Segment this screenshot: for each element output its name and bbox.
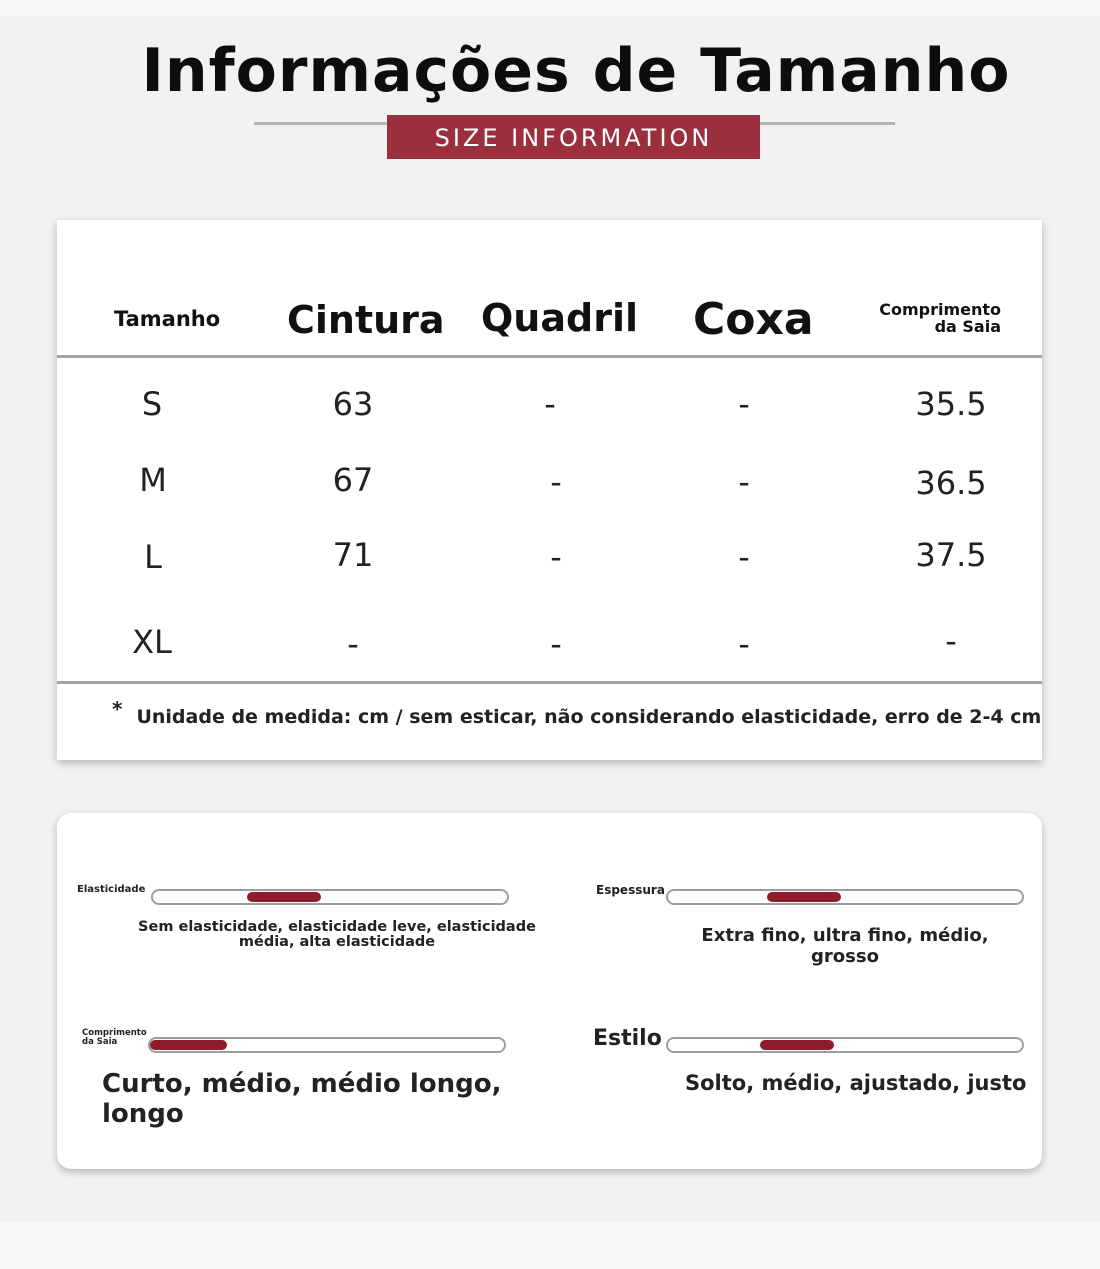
table-cell-hip: - xyxy=(550,463,562,501)
table-cell-waist: 63 xyxy=(332,385,374,423)
table-cell-waist: - xyxy=(347,625,359,663)
title-divider-right xyxy=(759,122,895,125)
table-cell-thigh: - xyxy=(738,463,750,501)
column-header-skirt-length-line1: Comprimento xyxy=(879,300,1001,319)
size-table-card xyxy=(57,220,1042,760)
measurement-note xyxy=(112,697,1042,728)
style-indicator xyxy=(760,1040,834,1050)
table-cell-hip: - xyxy=(550,538,562,576)
style-label: Estilo xyxy=(593,1026,662,1051)
skirt-length-scale xyxy=(148,1037,506,1053)
skirt-length-options: Curto, médio, médio longo, longo xyxy=(102,1069,502,1129)
fabric-attributes-card xyxy=(57,813,1042,1169)
skirt-length-label xyxy=(82,1029,147,1047)
elasticity-scale xyxy=(151,889,509,905)
table-cell-skirt-length: 37.5 xyxy=(915,536,987,574)
thickness-label: Espessura xyxy=(596,883,665,897)
table-cell-skirt-length: - xyxy=(945,622,957,660)
skirt-length-label-line2: da Saia xyxy=(82,1037,118,1047)
page-title: Informações de Tamanho xyxy=(141,36,1011,106)
top-border-strip xyxy=(0,0,1100,16)
table-cell-thigh: - xyxy=(738,625,750,663)
column-header-size: Tamanho xyxy=(114,307,221,331)
table-footer-rule xyxy=(57,681,1042,684)
table-cell-size: XL xyxy=(132,623,172,661)
skirt-length-label-line1: Comprimento xyxy=(82,1028,147,1038)
subtitle-banner: SIZE INFORMATION xyxy=(387,115,760,159)
thickness-indicator xyxy=(767,892,841,902)
table-cell-size: M xyxy=(139,461,167,499)
table-cell-waist: 67 xyxy=(332,461,374,499)
thickness-options: Extra fino, ultra fino, médio, grosso xyxy=(701,925,989,967)
bottom-border-strip xyxy=(0,1222,1100,1269)
thickness-scale xyxy=(666,889,1024,905)
style-scale xyxy=(666,1037,1024,1053)
column-header-skirt-length xyxy=(879,301,1001,335)
skirt-length-indicator xyxy=(150,1040,227,1050)
note-text: Unidade de medida: cm / sem esticar, não considerando elasticidade, erro de 2-4 cm xyxy=(136,706,1042,728)
table-cell-skirt-length: 35.5 xyxy=(915,385,987,423)
note-marker: * xyxy=(112,697,123,721)
column-header-skirt-length-line2: da Saia xyxy=(934,317,1001,336)
title-divider-left xyxy=(254,122,388,125)
table-cell-thigh: - xyxy=(738,538,750,576)
table-cell-skirt-length: 36.5 xyxy=(915,464,987,502)
column-header-waist: Cintura xyxy=(287,298,445,342)
style-options: Solto, médio, ajustado, justo xyxy=(685,1071,1027,1095)
table-cell-thigh: - xyxy=(738,385,750,423)
table-cell-size: L xyxy=(144,538,162,576)
table-header-rule xyxy=(57,355,1042,358)
column-header-thigh: Coxa xyxy=(693,294,814,345)
elasticity-indicator xyxy=(247,892,321,902)
elasticity-options: Sem elasticidade, elasticidade leve, elasticidade média, alta elasticidade xyxy=(138,919,536,950)
column-header-hip: Quadril xyxy=(481,296,638,340)
table-cell-hip: - xyxy=(550,625,562,663)
table-cell-hip: - xyxy=(544,385,556,423)
elasticity-label: Elasticidade xyxy=(77,884,146,895)
table-cell-size: S xyxy=(141,385,163,423)
table-cell-waist: 71 xyxy=(332,536,374,574)
